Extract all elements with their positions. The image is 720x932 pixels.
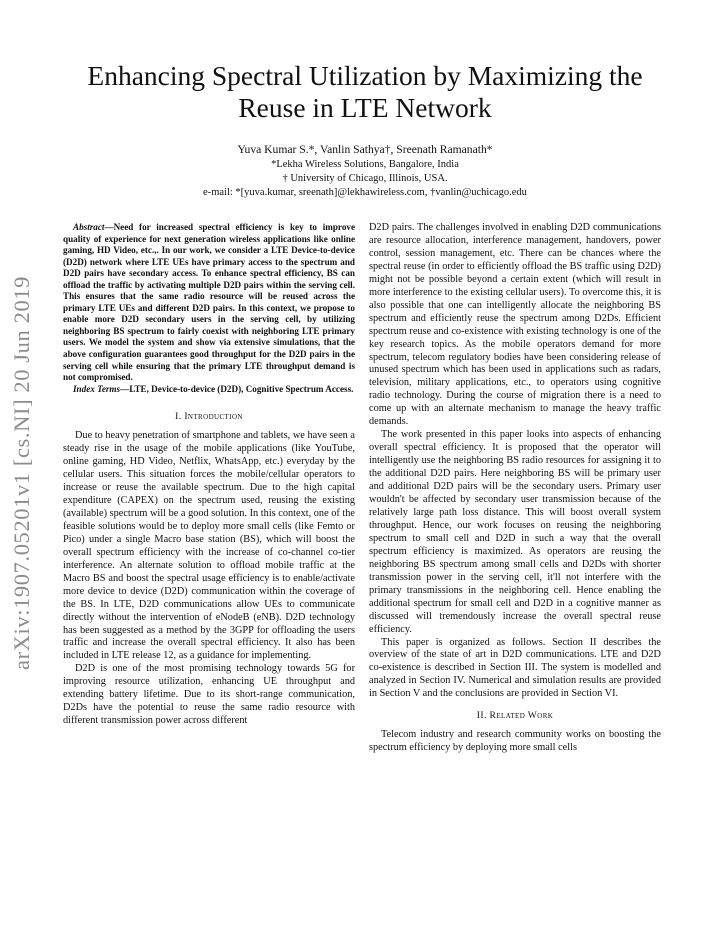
- abstract-text: —Need for increased spectral efficiency is key to improve quality of experience for next generation wireless applications like online gaming, HD Video, etc.,. In our work, we consider a LTE Device-to-device (D2D) network where LTE UEs have primary access to the spectrum and D2D pairs have secondary access. To enhance spectral efficiency, BS can offload the traffic by activating multiple D2D pairs within the serving cell. This ensures that the same radio resource will be reused across the primary LTE UEs and different D2D pairs. In this context, we propose to enable more D2D secondary users in the serving cell, by utilizing neighboring BS spectrum to fairly coexist with neighboring LTE primary users. We model the system and show via extensive simulations, that the above configuration guarantees good throughput for the D2D pairs in the serving cell while ensuring that the primary LTE throughput demand is not compromised.: [63, 222, 355, 383]
- title-line-1: Enhancing Spectral Utilization by Maximizing the: [87, 60, 643, 91]
- abstract: [63, 222, 355, 384]
- index-terms: [63, 384, 355, 396]
- intro-paragraph-3: D2D pairs. The challenges involved in enabling D2D communications are resource allocation, interference management, handovers, power control, session management, etc. There can be chances where the spectral reuse (in order to efficiently offload the BS traffic using D2D) might not be possible beyond a certain extent (which will result in more interference to the existing cellular users). To overcome this, it is also possible that one can intelligently allocate the neighboring BS spectrum and efficiently reuse the spectrum among D2Ds. Efficient spectrum reuse and co-existence with existing technology is one of the key research topics. As the mobile operators demand for more spectrum, telecom regulatory bodies have been considering release of unused spectrum which has been used in applications such as radars, television, military applications, etc., to operators using cognitive radio technology. During the course of migration there is a need to come up with an alternate mechanism to manage the heavy traffic demands.: [369, 222, 661, 428]
- related-work-paragraph-1: Telecom industry and research community works on boosting the spectrum efficiency by deploying more small cells: [369, 729, 661, 754]
- section-heading-introduction: I. Introduction: [175, 411, 243, 423]
- intro-paragraph-1: Due to heavy penetration of smartphone and tablets, we have seen a steady rise in the usage of the mobile applications (like YouTube, online gaming, HD Video, Netflix, WhatsApp, etc.) everyday by the cellular users. This situation forces the mobile/cellular operators to increase or reuse the available spectrum. Due to the high capital expenditure (CAPEX) on the spectrum used, reusing the existing (available) spectrum will be a good solution. In this context, one of the feasible solutions would be to deploy more small cells (like Femto or Pico) under a single Macro base station (BS), which will boost the overall spectrum efficiency with the increase of co-channel co-tier interference. An alternate solution to offload mobile traffic at the Macro BS and boost the spectral usage efficiency is to enable/activate more device to device (D2D) communication within the coverage of the BS. In LTE, D2D communications allow UEs to communicate directly without the intervention of eNodeB (eNB). D2D technology has been suggested as a method by the 3GPP for offloading the users traffic and increase the overall spectral efficiency. It also has been included in LTE release 12, as a guidance for implementing.: [63, 430, 355, 662]
- abstract-lead: Abstract: [73, 222, 105, 232]
- title-line-2: Reuse in LTE Network: [238, 92, 492, 123]
- affiliation-uchicago: † University of Chicago, Illinois, USA.: [282, 173, 448, 184]
- arxiv-identifier: arXiv:1907.05201v1 [cs.NI] 20 Jun 2019: [9, 276, 34, 671]
- left-column: [63, 222, 355, 728]
- author-emails: e-mail: *[yuva.kumar, sreenath]@lekhawireless.com, †vanlin@uchicago.edu: [203, 187, 527, 198]
- index-terms-lead: Index Terms: [73, 383, 121, 394]
- intro-paragraph-4: The work presented in this paper looks into aspects of enhancing overall spectral efficiency. It is proposed that the operator will intelligently use the neighboring BS radio resources for assigning it to the additional D2D pairs. Here neighboring BS will be primary user and additional D2D pairs will be the secondary users. Primary user wouldn't be affected by secondary user transmission because of the relatively large path loss distance. This will boost overall system throughput. Hence, our work focuses on reusing the neighboring spectrum to small cell and D2D in such a way that the overall spectrum efficiency is maximized. As operators are reusing the neighboring BS spectrum among small cells and D2Ds with shorter transmission power in the serving cell, it'll not interfere with the primary transmissions in the neighboring cell. Hence enabling the additional spectrum for small cell and D2D in a cognitive manner as discussed will tremendously increase the overall spectral reuse efficiency.: [369, 429, 661, 635]
- intro-paragraph-2: D2D is one of the most promising technology towards 5G for improving resource utilization, enhancing UE throughput and extending battery lifetime. Due to its short-range communication, D2Ds have the potential to reuse the same radio resource with different transmission power across different: [63, 663, 355, 727]
- author-list: Yuva Kumar S.*, Vanlin Sathya†, Sreenath Ramanath*: [237, 143, 493, 156]
- intro-paragraph-5: This paper is organized as follows. Section II describes the overview of the state of art in D2D communications. LTE and D2D co-existence is described in Section III. The system is modelled and analyzed in Section IV. Numerical and simulation results are provided in Section V and the conclusions are provided in Section VI.: [369, 636, 661, 700]
- section-heading-related-work: II. Related Work: [476, 710, 554, 722]
- index-terms-text: —LTE, Device-to-device (D2D), Cognitive Spectrum Access.: [120, 383, 354, 394]
- right-column: [369, 222, 661, 755]
- paper-title: [60, 60, 670, 124]
- affiliation-lekha: *Lekha Wireless Solutions, Bangalore, India: [271, 159, 459, 170]
